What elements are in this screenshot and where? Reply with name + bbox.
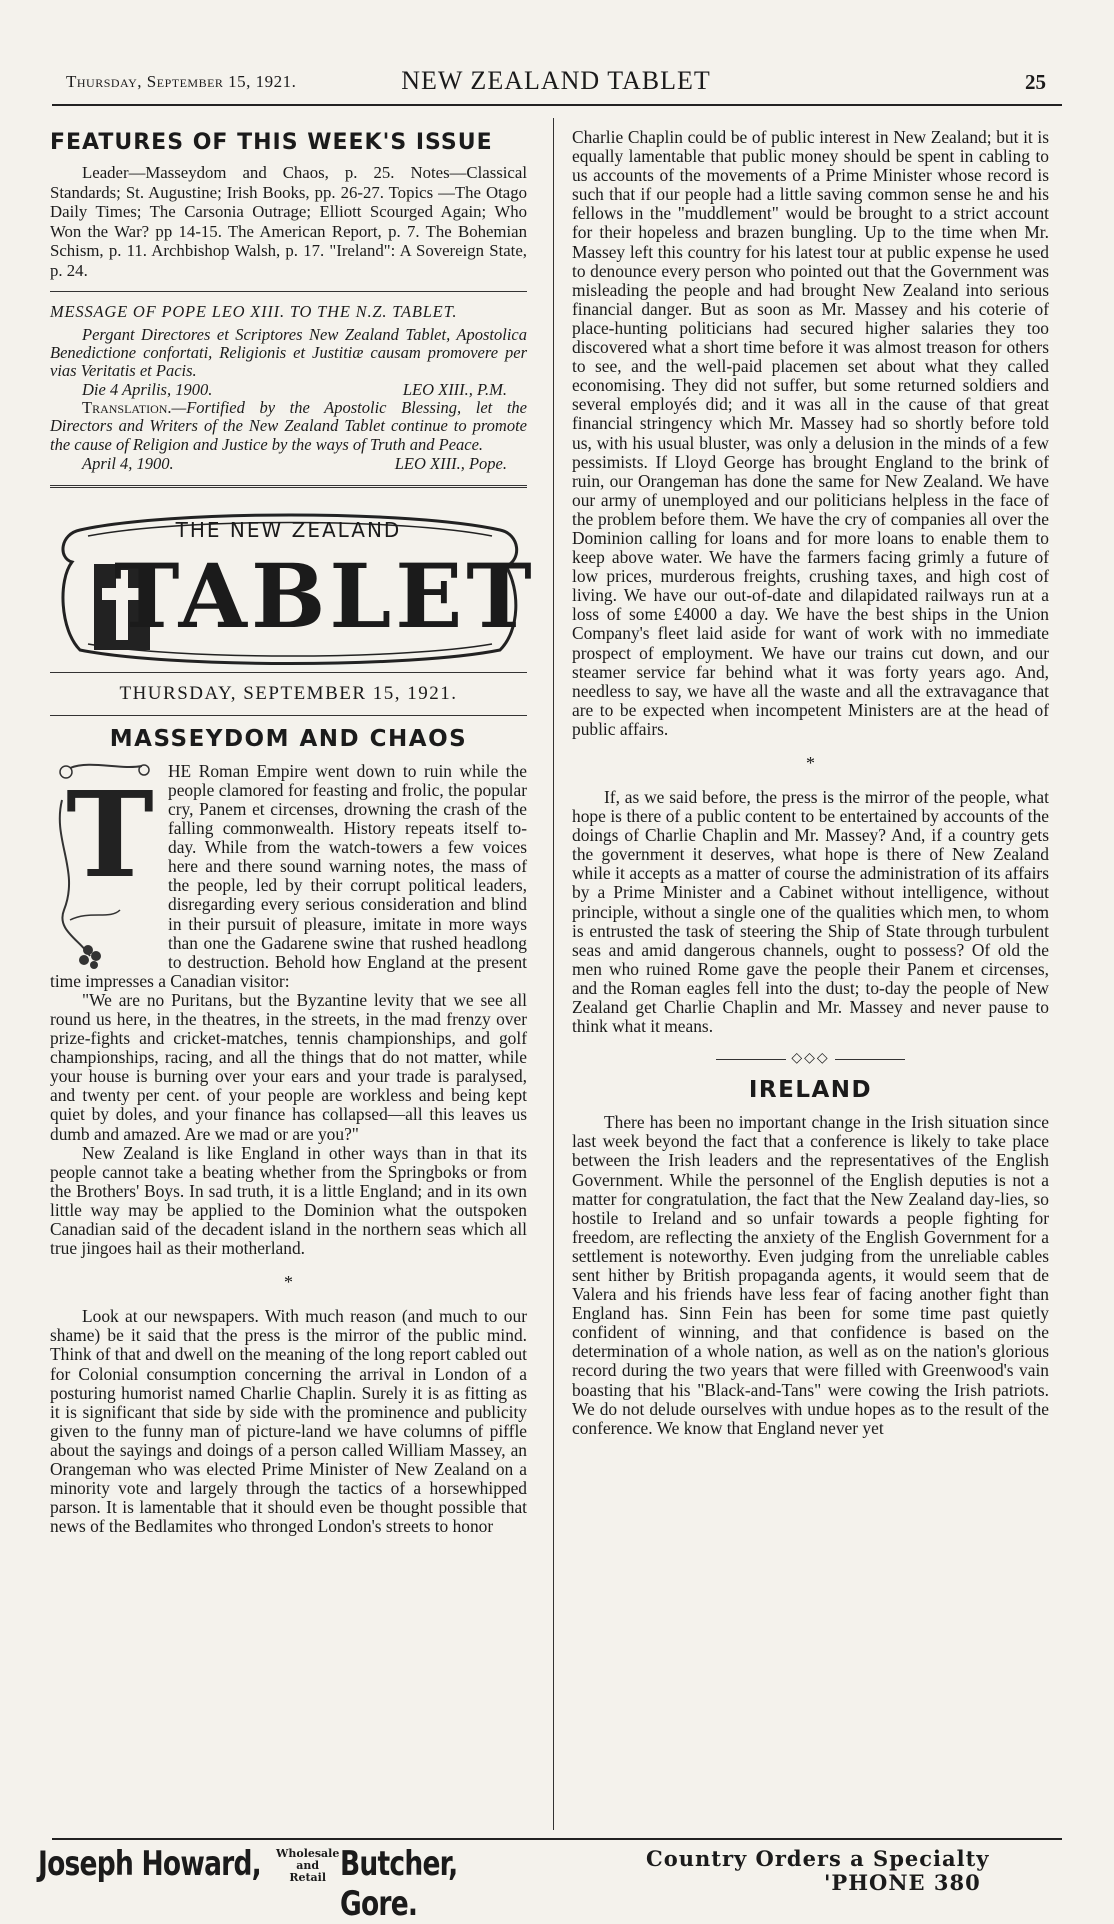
ornament-divider [572,1050,1049,1067]
wholesale-word: Wholesale [276,1847,340,1860]
section-asterisk: * [284,1272,293,1293]
leader-paragraph-5: Charlie Chaplin could be of public interest in New Zealand; but it is equally lamentable that public money should be spent in cabling to us accounts of the movements of a Prime Minister whose record is such that if our people had a little saving common sense he and his fellows in the "muddlement" would be brought to a strict account for their hopeless and brazen bungling. Up to the time when Mr. Massey left this country for his latest tour at public expense he used to denounce every person who pointed out that the Government was misleading the people and had brought New Zealand into serious financial danger. But as soon as Mr. Massey and his coterie of place-hunting politicians had secured higher salaries they too discovered what a short time before it was almost treason for others to see, and the well-paid placemen set about what they called economising. They did not suffer, but some returned soldiers and several employés did; and it was all in the cause of that great financial stringency which Mr. Massey had so shortly before told us, with his usual bluster, was only a delusion in the minds of a few pessimists. If Lloyd George has brought England to the brink of ruin, our Orangeman has done the same for New Zealand. We have our army of unemployed and our politicians helpless in the face of the problem before them. We have the cry of companies all over the Dominion calling for loans and for more loans to enable them to keep above water. We have the farmers facing grimly a future of low prices, murderous freights, crushing taxes, and high cost of living. We have our out-of-date and dilapidated railways run at a loss of some £4000 a day. We have the best ships in the Union Company's fleet laid aside for want of work with no immediate prospect of employment. We have our trains cut down, and our steamer service far behind what it was forty years ago. And, needless to say, we have all the waste and all the extravagance that are to be expected when incompetent Ministers are at the head of public affairs. [572,127,1049,739]
leader-paragraph-6: If, as we said before, the press is the mirror of the people, what hope is there of a public content to be entertained by accounts of the doings of Charlie Chaplin and Mr. Massey? And, if a country gets the government it deserves, what hope is there of New Zealand while it accepts as a matter of course the administration of its affairs by a Prime Minister and a Cabinet without intelligence, without principle, without a single one of the qualities which men, to whom is entrusted the task of steering the Ship of State through turbulent seas and amid dangerous channels, ought to possess? Of old the men who ruined Rome gave the people their Panem et circenses, and the Roman eagles fell into the dust; to-day the people of New Zealand get Charlie Chaplin and Mr. Massey and never pause to think what it means. [572,787,1049,1037]
butcher-advertisement [38,1844,598,1924]
features-rule [50,291,527,292]
masthead-subtitle: THE NEW ZEALAND [175,517,402,542]
leader-heading: MASSEYDOM AND CHAOS [109,725,468,752]
left-column [50,120,536,1537]
papal-message-title: MESSAGE OF POPE LEO XIII. TO THE N.Z. TABLET. [50,301,458,321]
running-head [66,66,1046,100]
retail-word: Retail [289,1871,327,1884]
features-heading: FEATURES OF THIS WEEK'S ISSUE [50,130,493,155]
header-rule [52,104,1062,106]
issue-date-bottom-rule [50,715,527,716]
leader-paragraph-4: Look at our newspapers. With much reason (and much to our shame) be it said that the press is the mirror of the public mind. Think of that and dwell on the meaning of the long report cabled out for Colonial consumption concerning the arrival in London of a posturing humorist named Charlie Chaplin. Surely it is as fitting as it is significant that side by side with the prominence and publicity given to the funny man of picture-land we have columns of piffle about the sayings and doings of a person called William Massey, an Orangeman who was elected Prime Minister of New Zealand on a minority vote and largely through the tactics of a horsewhipped parson. It is lamentable that it should even be thought possible that news of the Bedlamites who thronged London's streets to honor [50,1306,527,1537]
ireland-paragraph-1: There has been no important change in the Irish situation since last week beyond the fact that a conference is likely to take place between the Irish leaders and the representatives of the English Government. While the personnel of the English deputies is not a matter for congratulation, the fact that the New Zealand day-lies, so hostile to Ireland and so unfair towards a people fighting for freedom, are reflecting the anxiety of the English Government for a settlement is noteworthy. Even judging from the unreliable cables sent hither by British propaganda agents, it would seem that de Valera and his friends have less fear of facing another fight than England has. Sinn Fein has been for some time past quietly confident of winning, and that confidence is based on the determination of a whole nation, as well as on the nation's glorious record during the two years that were filled with Greenwood's vain boasting that his "Black-and-Tans" were cowing the Irish patriots. We do not delude ourselves with undue hopes as to the result of the conference. We know that England never yet [572,1112,1049,1438]
ornament-line-right [835,1059,905,1060]
masthead-top-rule [50,485,527,488]
ornament-line-left [716,1059,786,1060]
leader-opening [50,762,527,991]
wholesale-retail-label [276,1848,339,1884]
papal-message-latin-signature [50,380,527,399]
leader-paragraph-3: New Zealand is like England in other ways than in that its people cannot take a beating whether from the Springboks or from the Brothers' Boys. In sad truth, it is a little England; and in its own little way may be applied to the Dominion what the outspoken Canadian said of the decadent island in the northern seas which all true jingoes hail as their motherland. [50,1142,527,1259]
column-divider [553,118,554,1830]
translation-signature: LEO XIII., Pope. [394,453,507,473]
advertiser-name: Joseph Howard, [38,1844,261,1884]
translation-label: Translation. [82,398,172,418]
running-head-date: Thursday, September 15, 1921. [66,72,297,91]
ornamental-dropcap [50,760,160,972]
features-list: Leader—Masseydom and Chaos, p. 25. Notes—Classical Standards; St. Augustine; Irish Books, pp. 26-27. Topics —The Otago Daily Times; The Carsonia Outrage; Elliott Scourged Again; Who Won the War? pp 14-15. The American Report, p. 7. The Bohemian Schism, p. 11. Archbishop Walsh, p. 17. "Ireland": A Sovereign State, p. 24. [50,163,527,280]
diamond-ornament-icon: ◇◇◇ [791,1051,830,1067]
orders-advertisement [646,1844,1086,1894]
papal-message-translation [50,399,527,454]
page-number: 25 [1025,70,1046,94]
country-orders-text: Country Orders a Specialty [646,1846,990,1871]
issue-date: THURSDAY, SEPTEMBER 15, 1921. [119,682,458,704]
papal-message-translation-signature [50,454,527,473]
leader-paragraph-2: "We are no Puritans, but the Byzantine levity that we see all round us here, in the theatres, in the streets, in the mad frenzy over prize-fights and cricket-matches, tennis championships, and golf championships, racing, and all the things that do not matter, while your house is burning over your ears and your trade is paralysed, and twenty per cent. of your people are workless and being kept quiet by doles, and your finance has collapsed—all this leaves us dumb and amazed. Are we mad or are you?" [50,989,527,1144]
leader-paragraph-1: HE Roman Empire went down to ruin while the people clamored for feasting and frolic, the popular cry, Panem et circenses, drowning the crash of the falling commonwealth. History repeats itself to-day. While from the watch-towers a few voices here and there sound warning notes, the mass of the people, led by their corrupt political leaders, disregarding every serious consideration and blind in their pursuit of pleasure, imitate in more ways than one the Gadarene swine that rushed headlong to destruction. Behold how England at the present time impresses a Canadian visitor: [50,760,527,991]
right-column [572,128,1049,1438]
footer-rule [52,1838,1062,1840]
ireland-heading: IRELAND [748,1077,873,1104]
translation-date: April 4, 1900. [82,453,174,473]
masthead-title: TABLET [114,543,536,648]
masthead [50,500,536,670]
advertiser-business: Butcher, Gore. [340,1844,458,1924]
latin-date: Die 4 Aprilis, 1900. [82,380,213,400]
dropcap-letter: T [66,764,154,904]
section-asterisk-2: * [806,753,815,773]
and-word: and [296,1859,320,1872]
translation-text: —Fortified by the Apostolic Blessing, let the Directors and Writers of the New Zealand Tablet continue to promote the cause of Religion and Justice by the ways of Truth and Peace. [50,398,527,454]
issue-date-top-rule [50,672,527,673]
papal-message-latin: Pergant Directores et Scriptores New Zealand Tablet, Apostolica Benedictione confortati, Religionis et Justitiæ causam promovere per vias Veritatis et Pacis. [50,324,527,380]
latin-signature: LEO XIII., P.M. [402,380,507,400]
running-head-title: NEW ZEALAND TABLET [401,66,711,95]
phone-number: 'PHONE 380 [824,1870,981,1895]
